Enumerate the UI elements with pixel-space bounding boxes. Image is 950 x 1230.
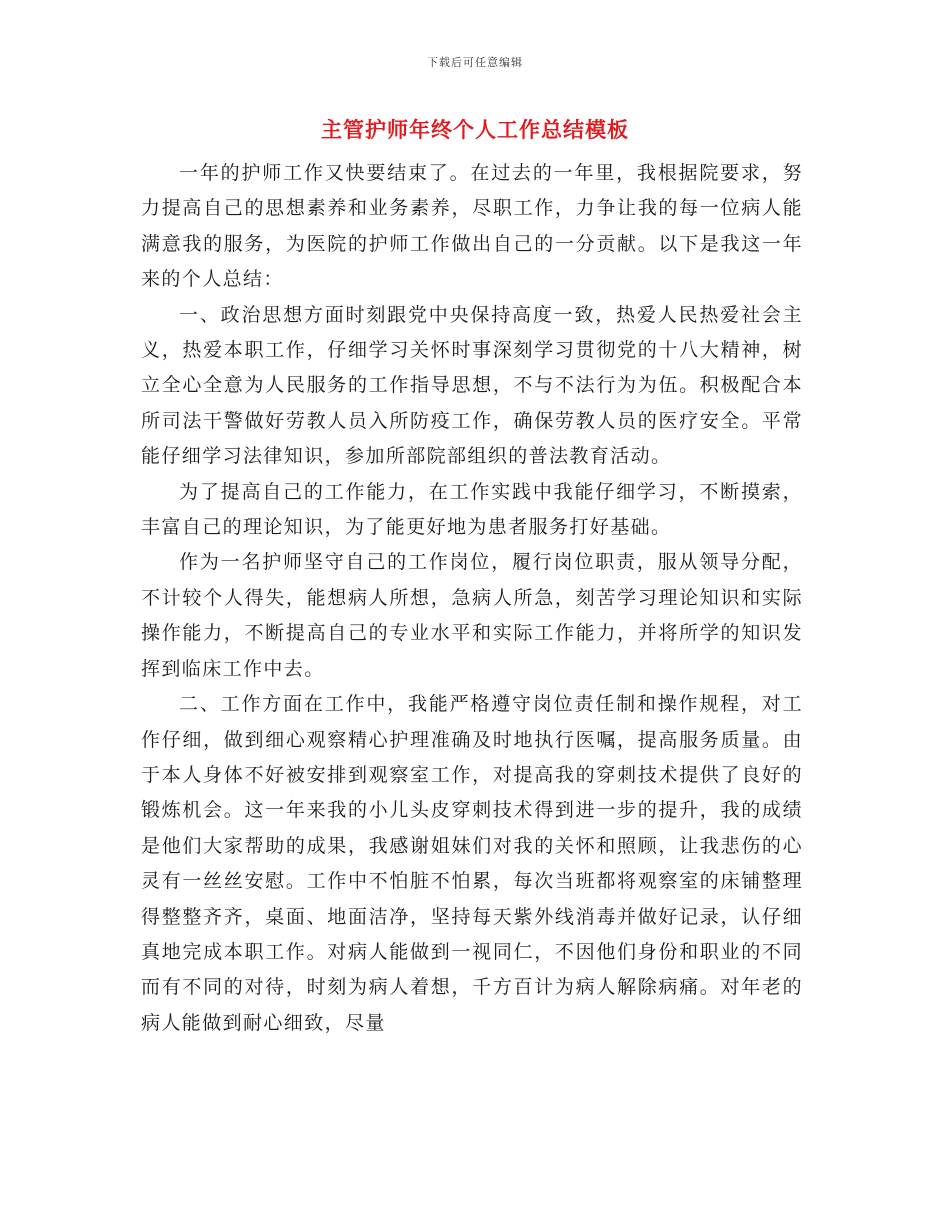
paragraph-work: 二、工作方面在工作中，我能严格遵守岗位责任制和操作规程，对工作仔细，做到细心观察精心护理准确及时地执行医嘱，提高服务质量。由于本人身体不好被安排到观察室工作，对提高我的穿刺技术提供了良好的锻炼机会。这一年来我的小儿头皮穿刺技术得到进一步的提升，我的成绩是他们大家帮助的成果，我感谢姐妹们对我的关怀和照顾，让我悲伤的心灵有一丝丝安慰。工作中不怕脏不怕累，每次当班都将观察室的床铺整理得整整齐齐，桌面、地面洁净，坚持每天紫外线消毒并做好记录，认仔细真地完成本职工作。对病人能做到一视同仁，不因他们身份和职业的不同而有不同的对待，时刻为病人着想，千方百计为病人解除病痛。对年老的病人能做到耐心细致，尽量 xyxy=(141,693,803,1034)
document-title: 主管护师年终个人工作总结模板 xyxy=(321,117,629,142)
paragraph-intro: 一年的护师工作又快要结束了。在过去的一年里，我根据院要求，努力提高自己的思想素养和业务素养，尽职工作，力争让我的每一位病人能满意我的服务，为医院的护师工作做出自己的一分贡献。以下是我这一年来的个人总结： xyxy=(141,162,803,291)
paragraph-duty: 作为一名护师坚守自己的工作岗位，履行岗位职责，服从领导分配，不计较个人得失，能想病人所想，急病人所急，刻苦学习理论知识和实际操作能力，不断提高自己的专业水平和实际工作能力，并将所学的知识发挥到临床工作中去。 xyxy=(141,551,803,680)
paragraph-political: 一、政治思想方面时刻跟党中央保持高度一致，热爱人民热爱社会主义，热爱本职工作，仔细学习关怀时事深刻学习贯彻党的十八大精神，树立全心全意为人民服务的工作指导思想，不与不法行为为伍。积极配合本所司法干警做好劳教人员入所防疫工作，确保劳教人员的医疗安全。平常能仔细学习法律知识，参加所部院部组织的普法教育活动。 xyxy=(141,303,803,468)
paragraph-ability: 为了提高自己的工作能力，在工作实践中我能仔细学习，不断摸索，丰富自己的理论知识，为了能更好地为患者服务打好基础。 xyxy=(141,480,803,539)
document-body xyxy=(141,156,803,1041)
header-note: 下载后可任意编辑 xyxy=(427,56,523,69)
